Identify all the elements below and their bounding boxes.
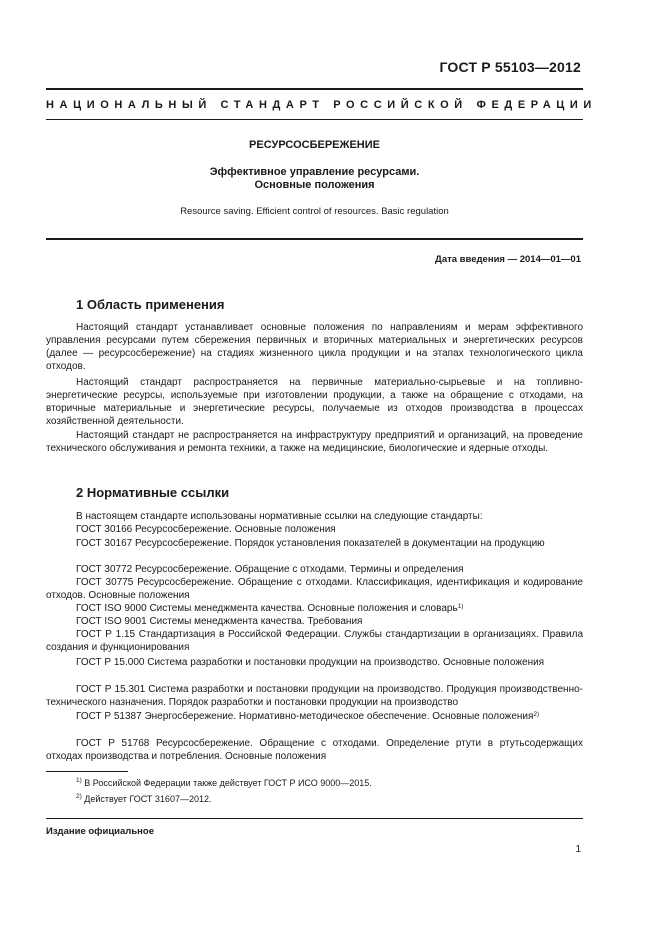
document-code: ГОСТ Р 55103—2012 bbox=[439, 59, 581, 75]
reference-entry bbox=[46, 602, 583, 615]
reference-entry bbox=[46, 710, 583, 723]
reference-text: ГОСТ Р 15.000 Система разработки и постановки продукции на производство. Основные положения bbox=[76, 657, 545, 668]
introduction-date: Дата введения — 2014—01—01 bbox=[435, 254, 581, 265]
subtitle-line: Основные положения bbox=[254, 179, 375, 191]
reference-text: ГОСТ ISO 9000 Системы менеджмента качества. Основные положения и словарь bbox=[76, 603, 458, 614]
footnote-mark: 2) bbox=[76, 793, 82, 800]
footnote-text: Действует ГОСТ 31607—2012. bbox=[84, 794, 212, 804]
reference-text: ГОСТ Р 51768 Ресурсосбережение. Обращение с отходами. Определение ртути в ртутьсодержащих отходах производства и потребления. Основные положения bbox=[46, 738, 583, 762]
edition-label: Издание официальное bbox=[46, 826, 154, 837]
subtitle-line: Эффективное управление ресурсами. bbox=[209, 166, 420, 178]
reference-text: ГОСТ 30772 Ресурсосбережение. Обращение с отходами. Термины и определения bbox=[76, 564, 464, 575]
section-heading: 1 Область применения bbox=[76, 297, 225, 312]
reference-entry bbox=[46, 628, 583, 654]
document-title: РЕСУРСОСБЕРЕЖЕНИЕ bbox=[249, 139, 380, 151]
paragraph: Настоящий стандарт не распространяется на инфраструктуру предприятий и организаций, на проведение технического обслуживания и ремонта техники, а также на медицинские, биологические и ядерные отходы. bbox=[46, 430, 583, 454]
title-rule bbox=[46, 238, 583, 240]
reference-text: ГОСТ Р 1.15 Стандартизация в Российской Федерации. Службы стандартизации в организациях. Правила создания и функционирования bbox=[46, 629, 583, 653]
paragraph: В настоящем стандарте использованы нормативные ссылки на следующие стандарты: bbox=[76, 511, 483, 522]
national-standard-banner: НАЦИОНАЛЬНЫЙ СТАНДАРТ РОССИЙСКОЙ ФЕДЕРАЦИИ bbox=[46, 99, 597, 111]
banner-rule bbox=[46, 119, 583, 120]
footnote-text: В Российской Федерации также действует ГОСТ Р ИСО 9000—2015. bbox=[84, 778, 372, 788]
reference-entry bbox=[46, 683, 583, 709]
reference-entry bbox=[46, 576, 583, 602]
reference-entry bbox=[46, 737, 583, 763]
document-subtitle bbox=[46, 166, 583, 192]
footnote-separator bbox=[46, 771, 128, 772]
reference-text: ГОСТ Р 51387 Энергосбережение. Нормативно-методическое обеспечение. Основные положения bbox=[76, 711, 534, 722]
paragraph: Настоящий стандарт распространяется на первичные материально-сырьевые и на топливно-энергетические ресурсы, используемые при изготовлении продукции, а также на обращение с отходами, на вторичные материальные и энергетические ресурсы, получаемые из отходов производства в процессах хозяйственной деятельности. bbox=[46, 377, 583, 427]
paragraph: Настоящий стандарт устанавливает основные положения по направлениям и мерам эффективного управления ресурсами путем сбережения первичных и вторичных материальных и энергетических ресурсов (далее — ресурсосбережение) на стадиях жизненного цикла продукции и на этапах технологического цикла отходов. bbox=[46, 322, 583, 372]
reference-entry bbox=[46, 656, 583, 669]
reference-text: ГОСТ 30166 Ресурсосбережение. Основные положения bbox=[76, 524, 336, 535]
reference-text: ГОСТ 30775 Ресурсосбережение. Обращение с отходами. Классификация, идентификация и кодирование отходов. Основные положения bbox=[46, 577, 583, 601]
footnote bbox=[76, 777, 372, 789]
section-heading: 2 Нормативные ссылки bbox=[76, 485, 230, 500]
reference-text: ГОСТ Р 15.301 Система разработки и постановки продукции на производство. Продукция производственно-технического назначения. Порядок разработки и постановки продукции на производство bbox=[46, 684, 583, 708]
reference-entry bbox=[46, 563, 583, 576]
top-rule bbox=[46, 88, 583, 90]
footnote-mark: 1) bbox=[76, 777, 82, 784]
footnote-marker: 1) bbox=[457, 603, 464, 610]
page-number: 1 bbox=[575, 844, 581, 855]
reference-text: ГОСТ 30167 Ресурсосбережение. Порядок установления показателей в документации на продукцию bbox=[76, 538, 545, 549]
english-title: Resource saving. Efficient control of resources. Basic regulation bbox=[180, 206, 449, 217]
reference-entry bbox=[46, 523, 583, 536]
reference-entry bbox=[46, 615, 583, 628]
footnote bbox=[76, 793, 211, 805]
footer-rule bbox=[46, 818, 583, 819]
footnote-marker: 2) bbox=[533, 711, 540, 718]
reference-text: ГОСТ ISO 9001 Системы менеджмента качества. Требования bbox=[76, 616, 363, 627]
reference-entry bbox=[46, 537, 583, 550]
